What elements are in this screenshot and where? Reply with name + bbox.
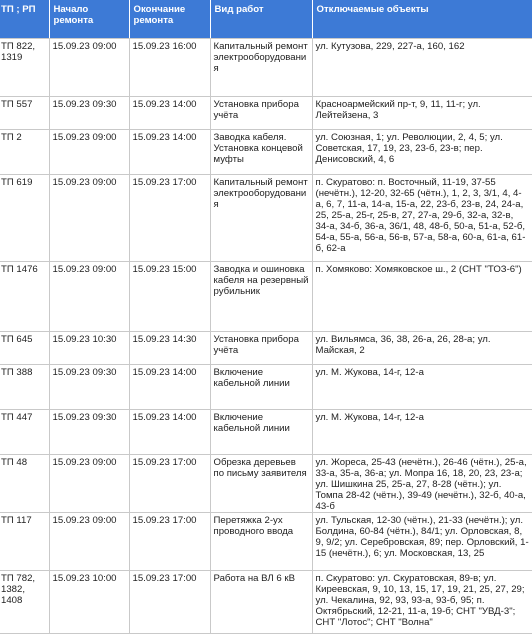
table-row [0, 455, 532, 513]
row-start: 15.09.23 10:00 [49, 571, 129, 634]
row-end: 15.09.23 17:00 [129, 175, 210, 262]
table-row [0, 410, 532, 455]
row-work: Заводка кабеля. Установка концевой муфты [210, 130, 312, 175]
row-objects: п. Скуратово: п. Восточный, 11-19, 37-55 (нечётн.), 12-20, 32-65 (чётн.), 1, 2, 3, 3/1, 4, 4-а, 6, 7, 11-а, 14-а, 15-а, 22, 23-б, 23-в, 24, 24-а, 25, 25-а, 25-г, 25-в, 27, 27-а, 29-б, 32-а, 32-в, 34-а, 34-б, 36-а, 36/1, 48, 48-б, 50-а, 51-а, 52-б, 54-а, 55-а, 56-а, 56-в, 57-а, 58-а, 60-а, 61-а, 61-б, 62-а [312, 175, 532, 262]
row-end: 15.09.23 14:00 [129, 97, 210, 130]
row-work: Включение кабельной линии [210, 410, 312, 455]
table-row [0, 262, 532, 332]
row-tp: ТП 117 [0, 513, 49, 571]
row-end: 15.09.23 14:00 [129, 365, 210, 410]
row-objects: ул. Тульская, 12-30 (чётн.), 21-33 (нечётн.); ул. Болдина, 60-84 (чётн.), 84/1; ул. Орловская, 8, 9, 9/2; ул. Серебровская, 89; пер. Орловский, 1-15 (нечётн.), 6; ул. Московская, 13, 25 [312, 513, 532, 571]
header-objects: Отключаемые объекты [312, 0, 532, 39]
header-work: Вид работ [210, 0, 312, 39]
table-row [0, 332, 532, 365]
row-end: 15.09.23 14:30 [129, 332, 210, 365]
header-tp: ТП ; РП [0, 0, 49, 39]
header-end: Окончание ремонта [129, 0, 210, 39]
row-objects: п. Хомяково: Хомяковское ш., 2 (СНТ "ТОЗ-6") [312, 262, 532, 332]
row-tp: ТП 782, 1382, 1408 [0, 571, 49, 634]
row-start: 15.09.23 09:00 [49, 262, 129, 332]
row-objects: ул. Вильямса, 36, 38, 26-а, 26, 28-а; ул. Майская, 2 [312, 332, 532, 365]
row-start: 15.09.23 09:00 [49, 39, 129, 97]
row-tp: ТП 447 [0, 410, 49, 455]
row-end: 15.09.23 17:00 [129, 571, 210, 634]
row-start: 15.09.23 09:00 [49, 130, 129, 175]
header-start: Начало ремонта [49, 0, 129, 39]
row-objects: п. Скуратово: ул. Скуратовская, 89-в; ул. Киреевская, 9, 10, 13, 15, 17, 19, 21, 25, 27, 29; ул. Чекалина, 92, 93, 93-а, 93-б, 95; п. Октябрьский, 12-21, 11-а, 19-б; СНТ "УВД-3"; СНТ "Лотос"; СНТ "Волна" [312, 571, 532, 634]
row-tp: ТП 1476 [0, 262, 49, 332]
row-tp: ТП 48 [0, 455, 49, 513]
table-row [0, 130, 532, 175]
table-row [0, 365, 532, 410]
row-objects: ул. М. Жукова, 14-г, 12-а [312, 410, 532, 455]
row-tp: ТП 557 [0, 97, 49, 130]
row-end: 15.09.23 15:00 [129, 262, 210, 332]
row-tp: ТП 2 [0, 130, 49, 175]
row-work: Заводка и ошиновка кабеля на резервный рубильник [210, 262, 312, 332]
row-objects: ул. Жореса, 25-43 (нечётн.), 26-46 (чётн.), 25-а, 33-а, 35-а, 36-а; ул. Мопра 16, 18, 20, 23, 23-а; ул. Шишкина 25, 25-а, 27, 8-28 (чётн.); ул. Томпа 28-42 (чётн.), 39-49 (нечётн.), 32-б, 40-а, 43-б [312, 455, 532, 513]
row-work: Капитальный ремонт электрооборудования [210, 39, 312, 97]
table-row [0, 513, 532, 571]
row-start: 15.09.23 09:00 [49, 455, 129, 513]
row-tp: ТП 619 [0, 175, 49, 262]
row-start: 15.09.23 09:30 [49, 410, 129, 455]
table-row [0, 571, 532, 634]
table-header [0, 0, 532, 39]
table-row [0, 175, 532, 262]
row-end: 15.09.23 16:00 [129, 39, 210, 97]
row-tp: ТП 388 [0, 365, 49, 410]
row-objects: Красноармейский пр-т, 9, 11, 11-г; ул. Лейтейзена, 3 [312, 97, 532, 130]
row-end: 15.09.23 14:00 [129, 410, 210, 455]
row-tp: ТП 822, 1319 [0, 39, 49, 97]
row-end: 15.09.23 17:00 [129, 513, 210, 571]
row-work: Перетяжка 2-ух проводного ввода [210, 513, 312, 571]
row-start: 15.09.23 10:30 [49, 332, 129, 365]
row-start: 15.09.23 09:00 [49, 175, 129, 262]
row-end: 15.09.23 14:00 [129, 130, 210, 175]
row-work: Работа на ВЛ 6 кВ [210, 571, 312, 634]
row-start: 15.09.23 09:30 [49, 365, 129, 410]
row-work: Включение кабельной линии [210, 365, 312, 410]
table-row [0, 39, 532, 97]
row-work: Установка прибора учёта [210, 332, 312, 365]
table-body [0, 39, 532, 634]
row-work: Обрезка деревьев по письму заявителя [210, 455, 312, 513]
row-tp: ТП 645 [0, 332, 49, 365]
row-start: 15.09.23 09:00 [49, 513, 129, 571]
row-start: 15.09.23 09:30 [49, 97, 129, 130]
table-row [0, 97, 532, 130]
header-row [0, 0, 532, 39]
row-objects: ул. М. Жукова, 14-г, 12-а [312, 365, 532, 410]
row-objects: ул. Союзная, 1; ул. Революции, 2, 4, 5; ул. Советская, 17, 19, 23, 23-б, 23-в; пер. Денисовский, 4, 6 [312, 130, 532, 175]
row-work: Капитальный ремонт электрооборудования [210, 175, 312, 262]
row-end: 15.09.23 17:00 [129, 455, 210, 513]
row-objects: ул. Кутузова, 229, 227-а, 160, 162 [312, 39, 532, 97]
row-work: Установка прибора учёта [210, 97, 312, 130]
